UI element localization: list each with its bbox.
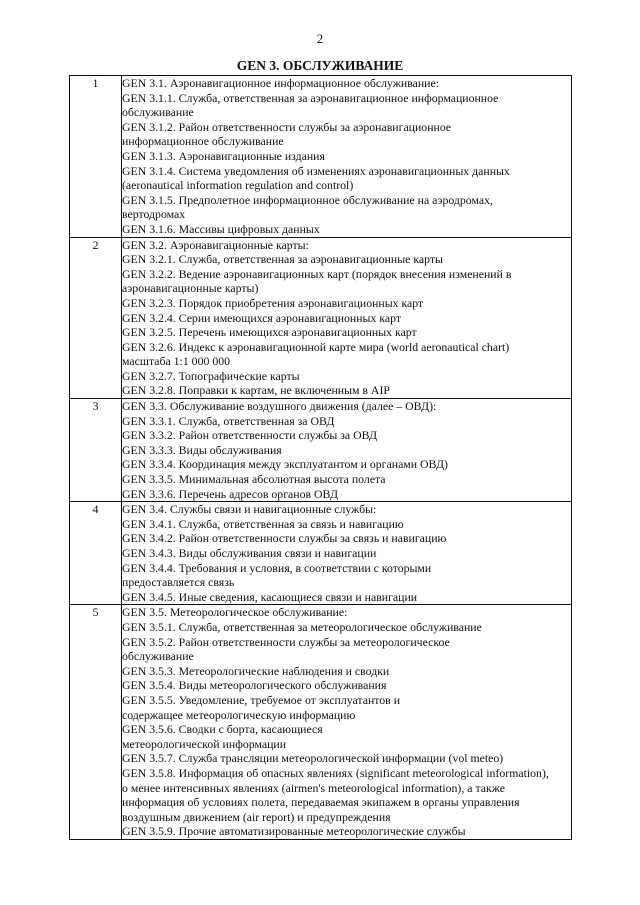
list-item: (aeronautical information regulation and control) (122, 178, 354, 193)
list-item: GEN 3.3.4. Координация между эксплуатантом и органами ОВД) (122, 457, 448, 472)
section-contents (122, 399, 572, 502)
list-item: GEN 3.5.9. Прочие автоматизированные метеорологические службы (122, 824, 466, 839)
list-item: GEN 3.5.2. Район ответственности службы за метеорологическое (122, 634, 450, 649)
section-contents (122, 76, 572, 238)
list-item: GEN 3.2.8. Поправки к картам, не включенным в AIP (122, 383, 390, 398)
list-item: GEN 3.1.3. Аэронавигационные издания (122, 148, 325, 163)
list-item: вертодромах (122, 207, 186, 222)
list-item: GEN 3.3. Обслуживание воздушного движения (далее – ОВД): (122, 399, 437, 414)
page-number: 2 (316, 31, 324, 46)
list-item: GEN 3.3.3. Виды обслуживания (122, 442, 282, 457)
list-item: GEN 3.1.4. Система уведомления об изменениях аэронавигационных данных (122, 163, 510, 178)
list-item: масштаба 1:1 000 000 (122, 354, 231, 369)
list-item: GEN 3.2.2. Ведение аэронавигационных карт (порядок внесения изменений в (122, 266, 512, 281)
list-item: GEN 3.3.1. Служба, ответственная за ОВД (122, 413, 335, 428)
list-item: GEN 3.1.1. Служба, ответственная за аэронавигационное информационное (122, 90, 499, 105)
list-item: GEN 3.5.1. Служба, ответственная за метеорологическое обслуживание (122, 619, 482, 634)
section-number: 1 (70, 76, 122, 238)
list-item: GEN 3.3.5. Минимальная абсолютная высота полета (122, 472, 386, 487)
section-number: 2 (70, 237, 122, 399)
list-item: о менее интенсивных явлениях (airmen's meteorological information), а также (122, 780, 505, 795)
table-row (70, 76, 572, 238)
list-item: GEN 3.2.7. Топографические карты (122, 368, 300, 383)
section-title: GEN 3. ОБСЛУЖИВАНИЕ (236, 58, 404, 73)
section-contents (122, 502, 572, 605)
list-item: GEN 3.1. Аэронавигационное информационное обслуживание: (122, 76, 440, 90)
list-item: GEN 3.5.6. Сводки с борта, касающиеся (122, 722, 323, 737)
contents-table-body (70, 76, 572, 840)
list-item: GEN 3.4.4. Требования и условия, в соответствии с которыми (122, 560, 432, 575)
list-item: GEN 3.3.6. Перечень адресов органов ОВД (122, 486, 339, 501)
table-row (70, 502, 572, 605)
list-item: обслуживание (122, 649, 194, 664)
list-item: обслуживание (122, 105, 194, 120)
list-item: GEN 3.4.2. Район ответственности службы за связь и навигацию (122, 531, 447, 546)
list-item: GEN 3.3.2. Район ответственности службы за ОВД (122, 428, 378, 443)
table-row (70, 605, 572, 840)
list-item: GEN 3.2. Аэронавигационные карты: (122, 237, 309, 252)
list-item: GEN 3.4.1. Служба, ответственная за связь и навигацию (122, 516, 404, 531)
list-item: GEN 3.2.4. Серии имеющихся аэронавигационных карт (122, 310, 402, 325)
list-item: GEN 3.1.6. Массивы цифровых данных (122, 221, 320, 236)
list-item: метеорологической информации (122, 736, 287, 751)
section-number: 5 (70, 605, 122, 840)
list-item: GEN 3.4.3. Виды обслуживания связи и навигации (122, 546, 377, 560)
list-item: GEN 3.1.2. Район ответственности службы за аэронавигационное (122, 119, 452, 134)
list-item: GEN 3.4.5. Иные сведения, касающиеся связи и навигации (122, 589, 418, 604)
section-number: 3 (70, 399, 122, 502)
list-item: GEN 3.5. Метеорологическое обслуживание: (122, 605, 348, 620)
list-item: содержащее метеорологическую информацию (122, 707, 356, 722)
list-item: GEN 3.2.6. Индекс к аэронавигационной карте мира (world aeronautical chart) (122, 339, 510, 354)
section-contents (122, 605, 572, 840)
list-item: предоставляется связь (122, 575, 235, 590)
table-row (70, 237, 572, 399)
section-contents (122, 237, 572, 399)
list-item: GEN 3.5.8. Информация об опасных явлениях (significant meteorological information), (122, 765, 549, 780)
list-item: информация об условиях полета, передаваемая экипажем в органы управления (122, 795, 520, 810)
list-item: GEN 3.2.1. Служба, ответственная за аэронавигационные карты (122, 252, 443, 267)
contents-table (69, 75, 572, 840)
list-item: GEN 3.5.5. Уведомление, требуемое от эксплуатантов и (122, 692, 401, 707)
list-item: воздушным движением (air report) и предупреждения (122, 809, 391, 824)
list-item: GEN 3.5.4. Виды метеорологического обслуживания (122, 678, 387, 693)
table-row (70, 399, 572, 502)
list-item: GEN 3.5.7. Служба трансляции метеорологической информации (vol meteo) (122, 751, 504, 766)
list-item: GEN 3.1.5. Предполетное информационное обслуживание на аэродромах, (122, 192, 493, 207)
list-item: информационное обслуживание (122, 134, 284, 149)
list-item: GEN 3.5.3. Метеорологические наблюдения и сводки (122, 663, 390, 678)
list-item: GEN 3.4. Службы связи и навигационные службы: (122, 502, 377, 517)
list-item: GEN 3.2.3. Порядок приобретения аэронавигационных карт (122, 295, 424, 310)
list-item: GEN 3.2.5. Перечень имеющихся аэронавигационных карт (122, 325, 417, 340)
section-number: 4 (70, 502, 122, 605)
list-item: аэронавигационные карты) (122, 281, 259, 296)
